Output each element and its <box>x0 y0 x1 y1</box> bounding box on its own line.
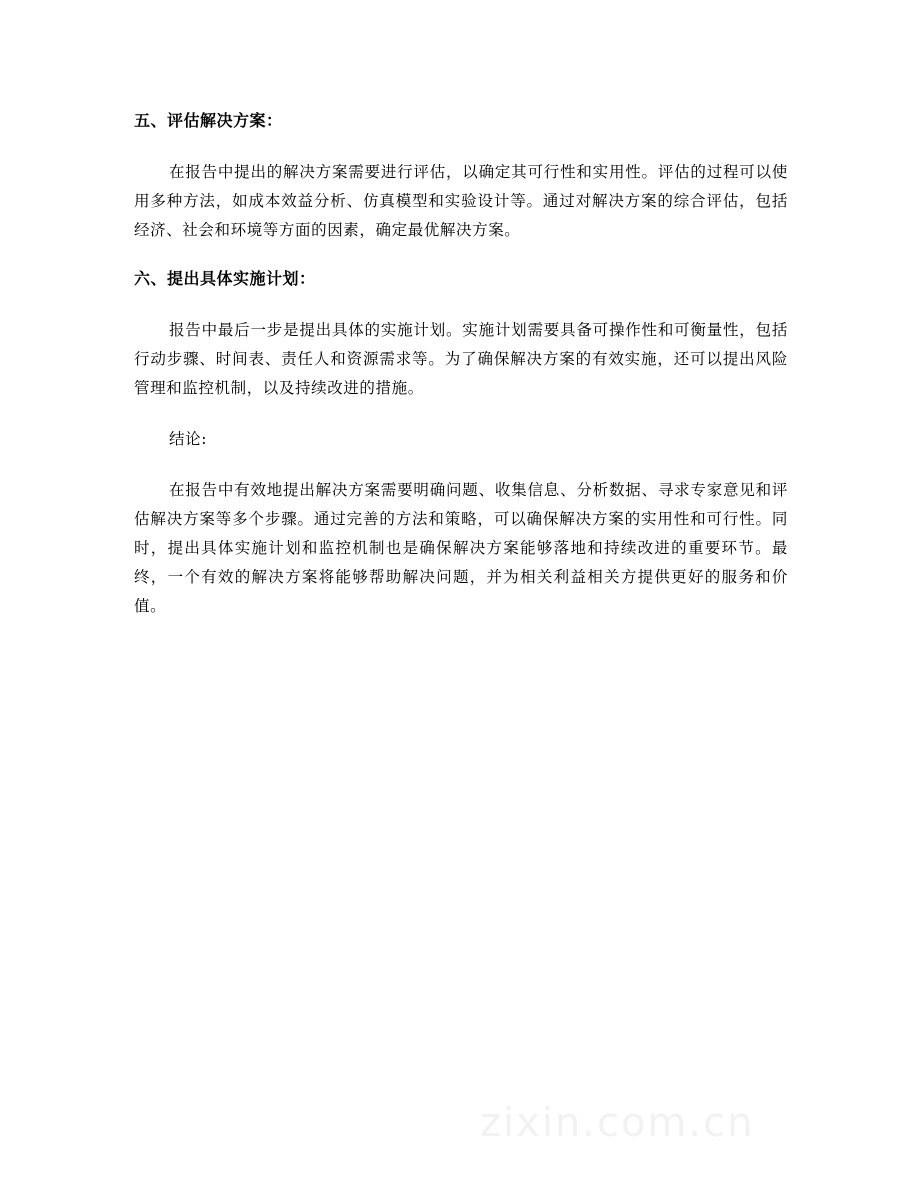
conclusion-paragraph: 在报告中有效地提出解决方案需要明确问题、收集信息、分析数据、寻求专家意见和评估解决方案等多个步骤。通过完善的方法和策略，可以确保解决方案的实用性和可行性。同时，提出具体实施计划和监控机制也是确保解决方案能够落地和持续改进的重要环节。最终，一个有效的解决方案将能够帮助解决问题，并为相关利益相关方提供更好的服务和价值。 <box>134 481 788 615</box>
section-paragraph-evaluate: 在报告中提出的解决方案需要进行评估，以确定其可行性和实用性。评估的过程可以使用多种方法，如成本效益分析、仿真模型和实验设计等。通过对解决方案的综合评估，包括经济、社会和环境等方面的因素，确定最优解决方案。 <box>134 163 788 239</box>
document-body <box>134 104 788 621</box>
conclusion-label: 结论: <box>169 430 208 448</box>
section-heading-evaluate: 五、评估解决方案： <box>134 111 283 130</box>
watermark: zixin.com.cn <box>480 1100 755 1146</box>
section-heading-implementation: 六、提出具体实施计划： <box>134 269 316 288</box>
section-paragraph-implementation: 报告中最后一步是提出具体的实施计划。实施计划需要具备可操作性和可衡量性，包括行动步骤、时间表、责任人和资源需求等。为了确保解决方案的有效实施，还可以提出风险管理和监控机制，以及持续改进的措施。 <box>134 321 788 397</box>
